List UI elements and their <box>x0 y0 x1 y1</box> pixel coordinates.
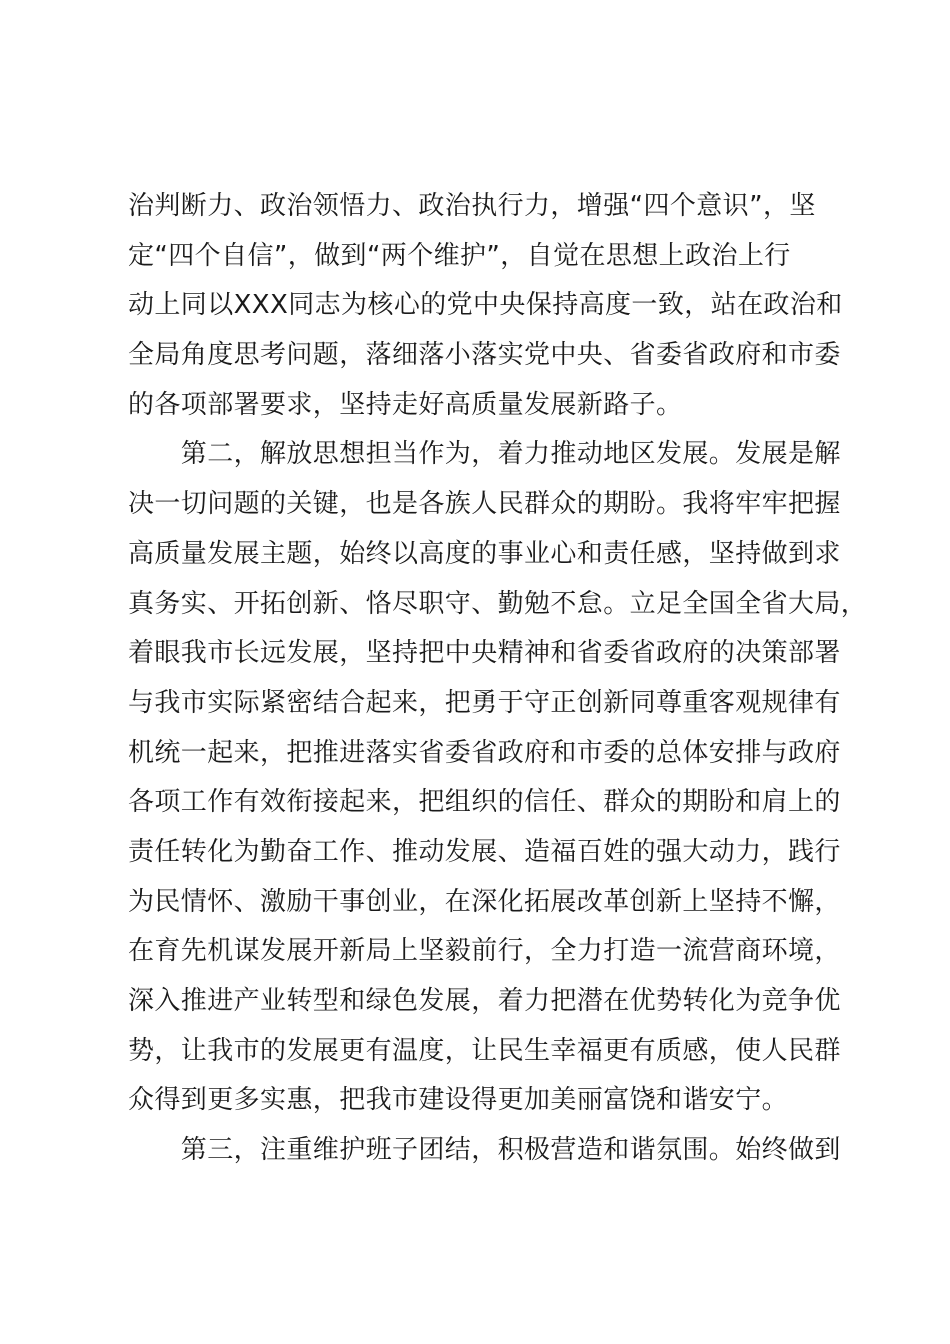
text-line: 责任转化为勤奋工作、推动发展、造福百姓的强大动力，践行 <box>128 836 841 867</box>
paragraph-3-start: 第三，注重维护班子团结，积极营造和谐氛围。始终做到 <box>128 1135 841 1166</box>
text-line: 着眼我市长远发展，坚持把中央精神和省委省政府的决策部署 <box>128 638 841 669</box>
text-line: 定“四个自信”，做到“两个维护”，自觉在思想上政治上行 <box>128 240 791 271</box>
text-line: 高质量发展主题，始终以高度的事业心和责任感，坚持做到求 <box>128 538 841 569</box>
text-line: 与我市实际紧密结合起来，把勇于守正创新同尊重客观规律有 <box>128 687 841 718</box>
text-line: 势，让我市的发展更有温度，让民生幸福更有质感，使人民群 <box>128 1035 841 1066</box>
body-text <box>128 182 868 1176</box>
text-line: 治判断力、政治领悟力、政治执行力，增强“四个意识”，坚 <box>128 191 816 221</box>
text-line: 动上同以XXX同志为核心的党中央保持高度一致，站在政治和 <box>128 290 843 321</box>
text-line: 的各项部署要求，坚持走好高质量发展新路子。 <box>128 389 683 420</box>
text-line: 为民情怀、激励干事创业，在深化拓展改革创新上坚持不懈， <box>128 886 841 917</box>
text-line: 在育先机谋发展开新局上坚毅前行，全力打造一流营商环境， <box>128 936 841 967</box>
paragraph-2-start: 第二，解放思想担当作为，着力推动地区发展。发展是解 <box>128 439 841 470</box>
text-line: 深入推进产业转型和绿色发展，着力把潜在优势转化为竞争优 <box>128 986 841 1016</box>
text-line: 各项工作有效衔接起来，把组织的信任、群众的期盼和肩上的 <box>128 787 841 818</box>
text-line: 众得到更多实惠，把我市建设得更加美丽富饶和谐安宁。 <box>128 1085 789 1116</box>
text-line: 机统一起来，把推进落实省委省政府和市委的总体安排与政府 <box>128 737 841 768</box>
text-line: 决一切问题的关键，也是各族人民群众的期盼。我将牢牢把握 <box>128 489 841 520</box>
text-line: 真务实、开拓创新、恪尽职守、勤勉不怠。立足全国全省大局， <box>128 588 868 619</box>
text-line: 全局角度思考问题，落细落小落实党中央、省委省政府和市委 <box>128 340 841 371</box>
